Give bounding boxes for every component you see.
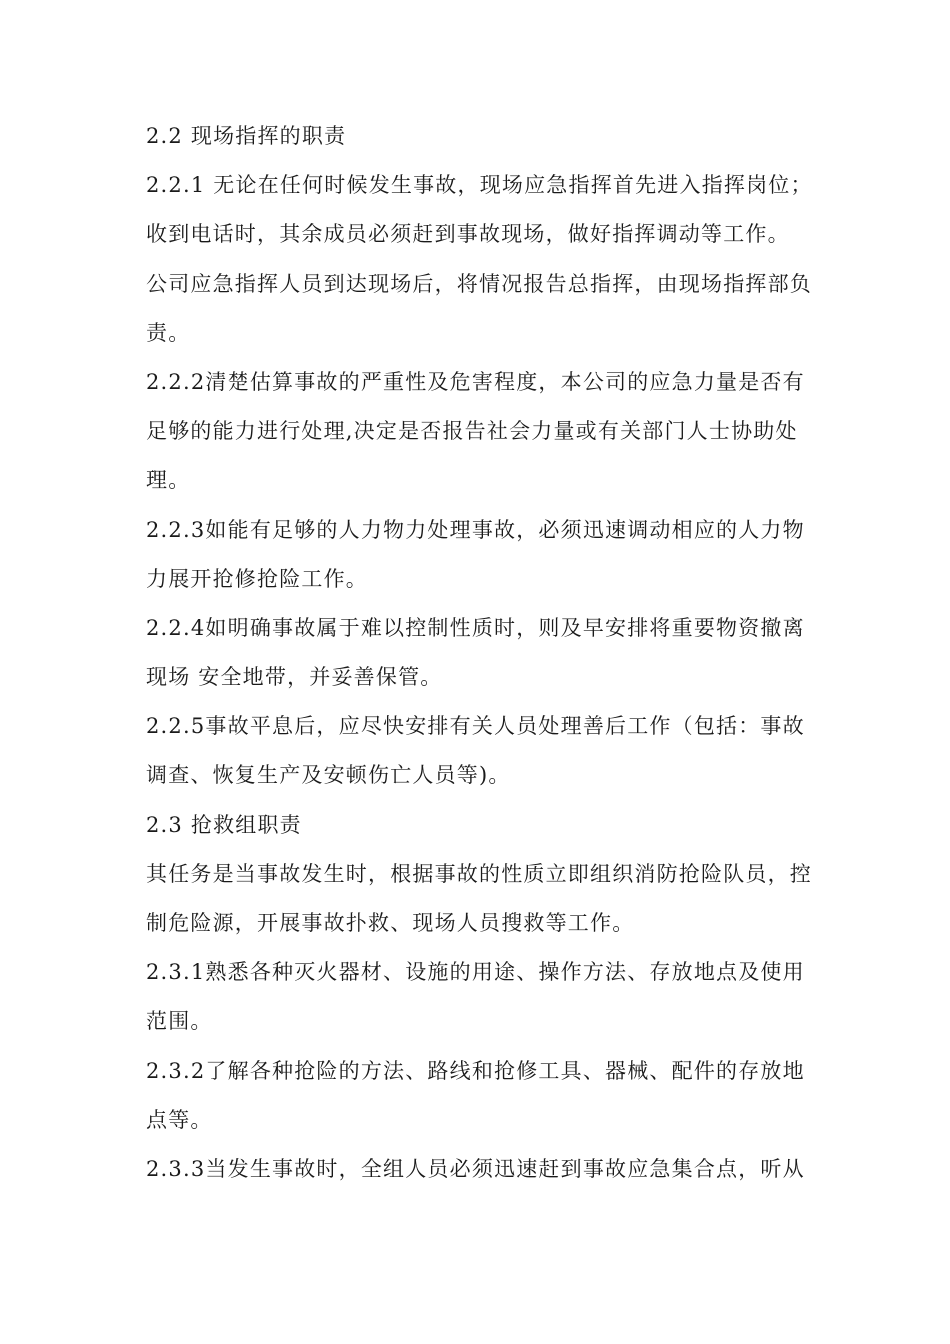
paragraph-2-2-2-line-1: 2.2.2清楚估算事故的严重性及危害程度，本公司的应急力量是否有 [146, 369, 805, 394]
paragraph-2-3-intro-line-2: 制危险源，开展事故扑救、现场人员搜救等工作。 [146, 911, 635, 935]
paragraph-2-3-intro-line-1: 其任务是当事故发生时，根据事故的性质立即组织消防抢险队员，控 [146, 861, 812, 886]
paragraph-2-2-4-line-2: 现场 安全地带，并妥善保管。 [146, 665, 443, 690]
paragraph-2-2-5-line-1: 2.2.5事故平息后，应尽快安排有关人员处理善后工作（包括：事故 [146, 714, 805, 739]
paragraph-2-2-2-line-2: 足够的能力进行处理,决定是否报告社会力量或有关部门人士协助处 [146, 419, 798, 444]
paragraph-2-3-3-line-1: 2.3.3当发生事故时，全组人员必须迅速赶到事故应急集合点，听从 [146, 1156, 805, 1181]
paragraph-2-2-5-line-2: 调查、恢复生产及安顿伤亡人员等)。 [146, 763, 511, 788]
paragraph-2-2-2-line-3: 理。 [146, 468, 191, 493]
paragraph-2-2-1-line-3: 公司应急指挥人员到达现场后，将情况报告总指挥，由现场指挥部负 [146, 271, 812, 296]
document-body [146, 112, 813, 1194]
section-heading-2-3: 2.3 抢救组职责 [146, 812, 302, 837]
paragraph-2-3-1-line-2: 范围。 [146, 1009, 213, 1034]
section-heading-2-2: 2.2 现场指挥的职责 [146, 124, 347, 148]
paragraph-2-2-1-line-1: 2.2.1 无论在任何时候发生事故，现场应急指挥首先进入指挥岗位； [146, 173, 813, 198]
paragraph-2-3-2-line-1: 2.3.2了解各种抢险的方法、路线和抢修工具、器械、配件的存放地 [146, 1058, 805, 1083]
paragraph-2-3-2-line-2: 点等。 [146, 1107, 213, 1132]
paragraph-2-2-4-line-1: 2.2.4如明确事故属于难以控制性质时，则及早安排将重要物资撤离 [146, 615, 805, 640]
paragraph-2-2-3-line-1: 2.2.3如能有足够的人力物力处理事故，必须迅速调动相应的人力物 [146, 517, 805, 542]
paragraph-2-2-1-line-4: 责。 [146, 320, 191, 345]
paragraph-2-2-1-line-2: 收到电话时，其余成员必须赶到事故现场，做好指挥调动等工作。 [146, 222, 790, 247]
paragraph-2-2-3-line-2: 力展开抢修抢险工作。 [146, 566, 368, 591]
paragraph-2-3-1-line-1: 2.3.1熟悉各种灭火器材、设施的用途、操作方法、存放地点及使用 [146, 960, 805, 985]
